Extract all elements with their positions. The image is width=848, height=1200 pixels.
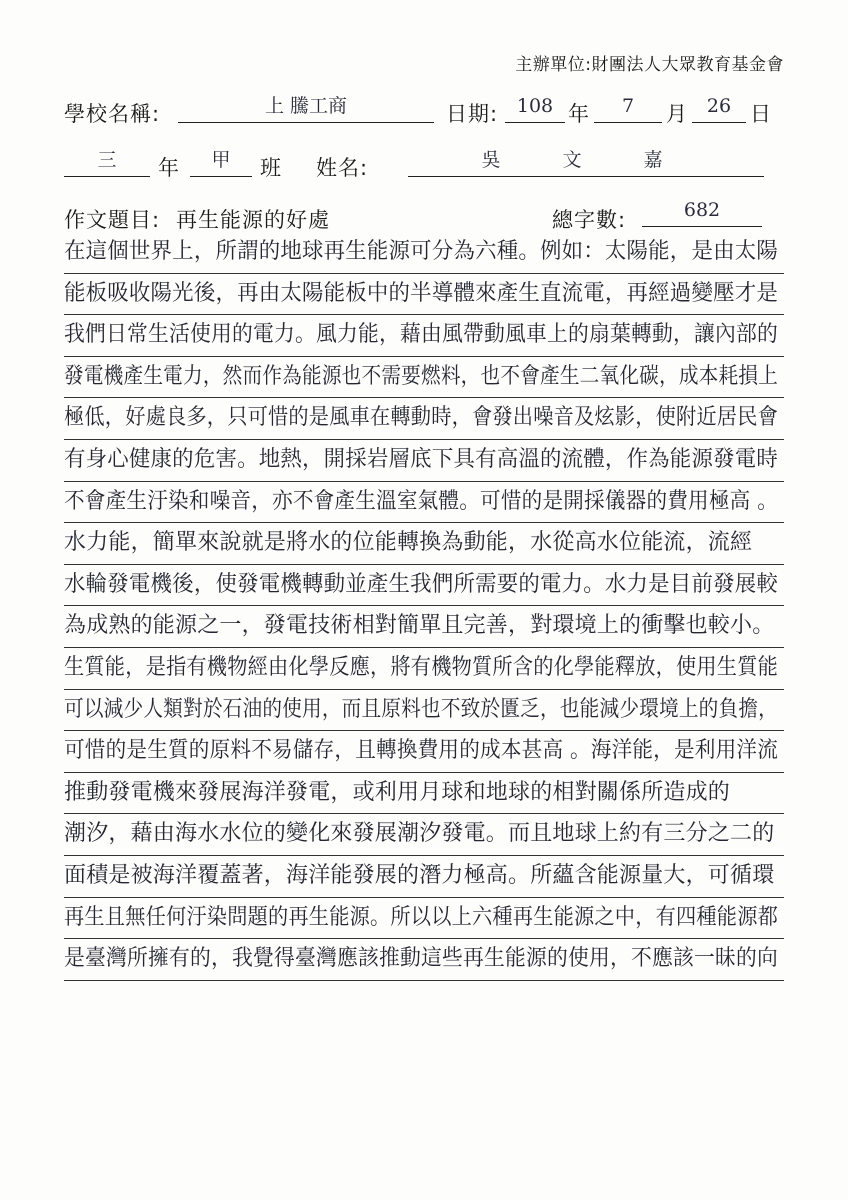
essay-line-text: 我們日常生活使用的電力。風力能，藉由風帶動風車上的扇葉轉動，讓內部的 xyxy=(64,322,778,348)
essay-line-text: 面積是被海洋覆蓋著，海洋能發展的潛力極高。所蘊含能源量大，可循環 xyxy=(64,862,775,888)
essay-line-text: 有身心健康的危害。地熱，開採岩層底下具有高溫的流體，作為能源發電時 xyxy=(64,446,778,472)
essay-line-text: 推動發電機來發展海洋發電，或利用月球和地球的相對關係所造成的 xyxy=(64,779,731,805)
essay-line-text: 是臺灣所擁有的，我覺得臺灣應該推動這些再生能源的使用，不應該一昧的向 xyxy=(64,946,778,972)
essay-line-text: 為成熟的能源之一，發電技術相對簡單且完善，對環境上的衝擊也較小。 xyxy=(64,613,775,639)
essay-line xyxy=(64,606,784,648)
year-field: 108 xyxy=(505,92,565,123)
day-label: 日 xyxy=(750,102,772,126)
school-name-field: 上 騰工商 xyxy=(178,92,434,123)
essay-line xyxy=(64,274,784,316)
month-field: 7 xyxy=(594,92,662,123)
essay-line-text: 在這個世界上，所謂的地球再生能源可分為六種。例如：太陽能，是由太陽 xyxy=(64,239,778,264)
essay-line xyxy=(64,856,784,898)
essay-line-text: 水力能，簡單來說就是將水的位能轉換為動能，水從高水位能流，流經 xyxy=(64,530,753,556)
essay-line xyxy=(64,523,784,565)
essay-line-text: 可惜的是生質的原料不易儲存，且轉換費用的成本甚高 。海洋能，是利用洋流 xyxy=(64,738,778,764)
date-label: 日期: xyxy=(446,102,499,126)
essay-line-text: 能板吸收陽光後，再由太陽能板中的半導體來產生直流電，再經過變壓才是 xyxy=(64,280,778,306)
word-count-field: 682 xyxy=(642,196,762,227)
grade-label: 年 xyxy=(158,156,180,180)
essay-line-text: 發電機產生電力，然而作為能源也不需要燃料，也不會產生二氧化碳，成本耗損上 xyxy=(64,363,778,389)
essay-line xyxy=(64,814,784,856)
essay-line xyxy=(64,315,784,357)
essay-line xyxy=(64,648,784,690)
essay-line xyxy=(64,565,784,607)
essay-line xyxy=(64,731,784,773)
school-label: 學校名稱: xyxy=(64,102,161,126)
essay-line-text: 可以減少人類對於石油的使用，而且原料也不致於匱乏，也能減少環境上的負擔， xyxy=(64,696,778,722)
essay-line-text: 潮汐，藉由海水水位的變化來發展潮汐發電。而且地球上約有三分之二的 xyxy=(64,821,775,847)
essay-line xyxy=(64,898,784,940)
school-date-row xyxy=(0,92,848,132)
essay-line xyxy=(64,232,784,274)
class-field: 甲 xyxy=(190,146,252,177)
essay-title: 再生能源的好處 xyxy=(176,208,330,232)
word-count-label: 總字數: xyxy=(552,208,627,232)
essay-line xyxy=(64,939,784,981)
essay-line xyxy=(64,398,784,440)
essay-line-text: 生質能，是指有機物經由化學反應，將有機物質所含的化學能釋放，使用生質能 xyxy=(64,654,778,680)
essay-line xyxy=(64,482,784,524)
month-label: 月 xyxy=(666,102,688,126)
class-name-row xyxy=(0,146,848,186)
essay-line xyxy=(64,440,784,482)
essay-title-label: 作文題目: xyxy=(64,208,161,232)
day-field: 26 xyxy=(692,92,746,123)
essay-line xyxy=(64,357,784,399)
essay-line-text: 水輪發電機後，使發電機轉動並產生我們所需要的電力。水力是目前發展較 xyxy=(64,571,778,597)
essay-line-text: 極低，好處良多，只可惜的是風車在轉動時，會發出噪音及炫影，使附近居民會 xyxy=(64,405,778,431)
name-label: 姓名: xyxy=(316,156,369,180)
essay-line xyxy=(64,773,784,815)
grade-field: 三 xyxy=(64,146,150,177)
essay-line-text: 不會產生汙染和噪音，亦不會產生溫室氣體。可惜的是開採儀器的費用極高 。 xyxy=(64,488,778,514)
year-label: 年 xyxy=(568,102,590,126)
essay-line xyxy=(64,690,784,732)
essay-body xyxy=(64,232,784,981)
organizer-text: 主辦單位:財團法人大眾教育基金會 xyxy=(515,55,784,75)
class-label: 班 xyxy=(260,156,282,180)
essay-line-text: 再生且無任何汙染問題的再生能源。所以以上六種再生能源之中，有四種能源都 xyxy=(64,904,778,930)
student-name-field: 吳 文 嘉 xyxy=(408,146,764,177)
title-row xyxy=(0,196,848,236)
